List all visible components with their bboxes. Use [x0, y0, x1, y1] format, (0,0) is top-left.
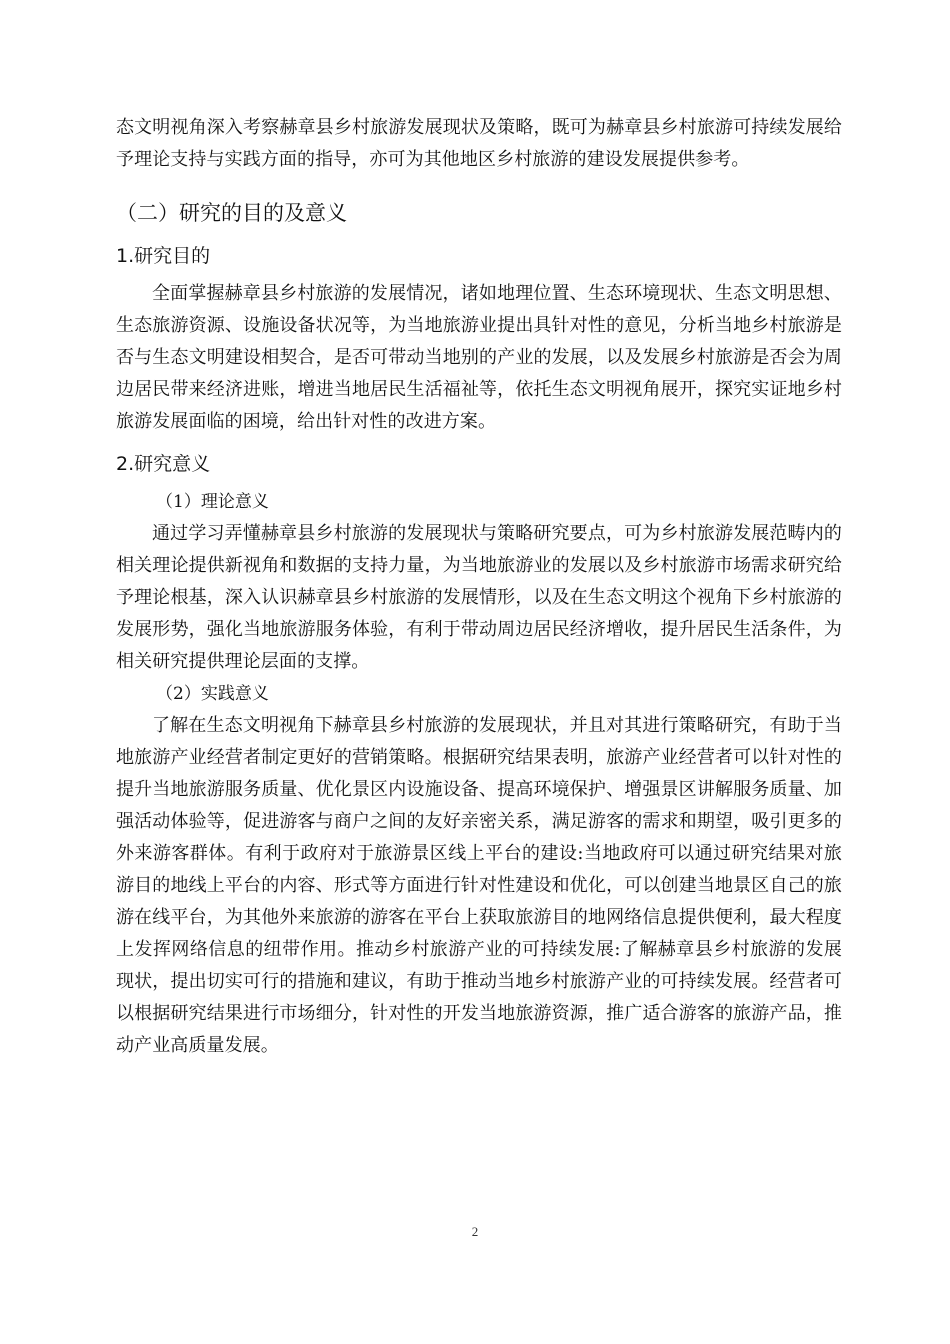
section-heading: （二）研究的目的及意义	[116, 201, 347, 225]
paragraph-research-purpose: 全面掌握赫章县乡村旅游的发展情况，诸如地理位置、生态环境现状、生态文明思想、生态旅游资源、设施设备状况等，为当地旅游业提出具针对性的意见，分析当地乡村旅游是否与生态文明建设相契合，是否可带动当地别的产业的发展，以及发展乡村旅游是否会为周边居民带来经济进账，增进当地居民生活福祉等，依托生态文明视角展开，探究实证地乡村旅游发展面临的困境，给出针对性的改进方案。	[116, 283, 842, 432]
paragraph-intro-continuation: 态文明视角深入考察赫章县乡村旅游发展现状及策略，既可为赫章县乡村旅游可持续发展给予理论支持与实践方面的指导，亦可为其他地区乡村旅游的建设发展提供参考。	[116, 117, 842, 170]
paragraph-practical-significance: 了解在生态文明视角下赫章县乡村旅游的发展现状，并且对其进行策略研究，有助于当地旅游产业经营者制定更好的营销策略。根据研究结果表明，旅游产业经营者可以针对性的提升当地旅游服务质量、优化景区内设施设备、提高环境保护、增强景区讲解服务质量、加强活动体验等，促进游客与商户之间的友好亲密关系，满足游客的需求和期望，吸引更多的外来游客群体。有利于政府对于旅游景区线上平台的建设:当地政府可以通过研究结果对旅游目的地线上平台的内容、形式等方面进行针对性建设和优化，可以创建当地景区自己的旅游在线平台，为其他外来旅游的游客在平台上获取旅游目的地网络信息提供便利，最大程度上发挥网络信息的纽带作用。推动乡村旅游产业的可持续发展:了解赫章县乡村旅游的发展现状，提出切实可行的措施和建议，有助于推动当地乡村旅游产业的可持续发展。经营者可以根据研究结果进行市场细分，针对性的开发当地旅游资源，推广适合游客的旅游产品，推动产业高质量发展。	[116, 715, 842, 1056]
heading-research-significance: 2.研究意义	[116, 453, 211, 475]
page-number: 2	[471, 1224, 479, 1239]
document-body	[116, 112, 842, 1062]
subheading-theoretical-significance: （1）理论意义	[156, 492, 269, 512]
heading-research-purpose: 1.研究目的	[116, 245, 211, 267]
subheading-practical-significance: （2）实践意义	[156, 684, 269, 704]
paragraph-theoretical-significance: 通过学习弄懂赫章县乡村旅游的发展现状与策略研究要点，可为乡村旅游发展范畴内的相关理论提供新视角和数据的支持力量，为当地旅游业的发展以及乡村旅游市场需求研究给予理论根基，深入认识赫章县乡村旅游的发展情形，以及在生态文明这个视角下乡村旅游的发展形势，强化当地旅游服务体验，有利于带动周边居民经济增收，提升居民生活条件，为相关研究提供理论层面的支撑。	[116, 523, 842, 672]
